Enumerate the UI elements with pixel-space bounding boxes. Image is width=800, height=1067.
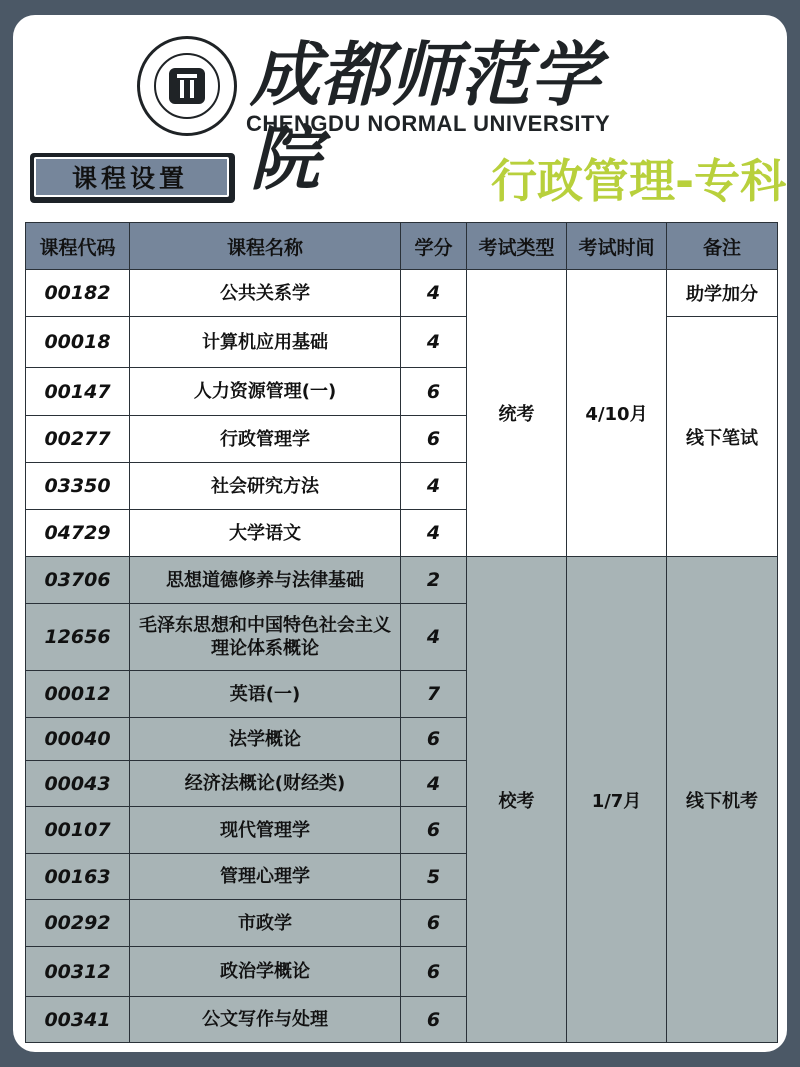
header-credit: 学分 — [401, 223, 467, 270]
course-name: 法学概论 — [130, 718, 401, 761]
course-code: 00341 — [26, 997, 130, 1043]
course-name: 公文写作与处理 — [130, 997, 401, 1043]
course-code: 00163 — [26, 854, 130, 900]
course-code: 00182 — [26, 270, 130, 317]
course-credit: 2 — [401, 557, 467, 604]
course-credit: 6 — [401, 416, 467, 463]
course-name: 行政管理学 — [130, 416, 401, 463]
course-code: 04729 — [26, 510, 130, 557]
course-name: 思想道德修养与法律基础 — [130, 557, 401, 604]
table-row — [26, 270, 778, 317]
course-credit: 4 — [401, 463, 467, 510]
course-credit: 4 — [401, 510, 467, 557]
note-cell: 线下笔试 — [667, 317, 778, 557]
course-name: 政治学概论 — [130, 947, 401, 997]
course-code: 00147 — [26, 368, 130, 416]
course-credit: 4 — [401, 270, 467, 317]
course-credit: 4 — [401, 761, 467, 807]
course-credit: 7 — [401, 671, 467, 718]
course-credit: 6 — [401, 368, 467, 416]
course-name: 毛泽东思想和中国特色社会主义理论体系概论 — [130, 604, 401, 671]
course-name: 管理心理学 — [130, 854, 401, 900]
table-header-row — [26, 223, 778, 270]
exam-type-cell: 校考 — [467, 557, 567, 1043]
course-credit: 6 — [401, 947, 467, 997]
course-code: 00107 — [26, 807, 130, 854]
university-name-en: CHENGDU NORMAL UNIVERSITY — [246, 111, 611, 136]
course-credit: 6 — [401, 997, 467, 1043]
header-name: 课程名称 — [130, 223, 401, 270]
section-tag — [30, 153, 235, 203]
exam-time-cell: 1/7月 — [567, 557, 667, 1043]
course-code: 03350 — [26, 463, 130, 510]
course-card — [13, 15, 787, 1052]
course-credit: 4 — [401, 604, 467, 671]
course-name: 英语(一) — [130, 671, 401, 718]
major-title: 行政管理-专科 — [491, 154, 787, 208]
course-credit: 4 — [401, 317, 467, 368]
course-name: 大学语文 — [130, 510, 401, 557]
section-tag-label: 课程设置 — [34, 157, 229, 197]
course-table — [25, 222, 778, 1043]
header-exam-time: 考试时间 — [567, 223, 667, 270]
note-cell: 线下机考 — [667, 557, 778, 1043]
exam-type-cell: 统考 — [467, 270, 567, 557]
course-name: 人力资源管理(一) — [130, 368, 401, 416]
note-cell: 助学加分 — [667, 270, 778, 317]
course-name: 现代管理学 — [130, 807, 401, 854]
course-code: 00277 — [26, 416, 130, 463]
course-code: 03706 — [26, 557, 130, 604]
course-name: 社会研究方法 — [130, 463, 401, 510]
course-code: 00312 — [26, 947, 130, 997]
course-code: 00018 — [26, 317, 130, 368]
course-name: 公共关系学 — [130, 270, 401, 317]
course-credit: 6 — [401, 807, 467, 854]
course-credit: 6 — [401, 718, 467, 761]
course-name: 市政学 — [130, 900, 401, 947]
course-credit: 6 — [401, 900, 467, 947]
university-seal-logo — [137, 36, 237, 136]
course-credit: 5 — [401, 854, 467, 900]
exam-time-cell: 4/10月 — [567, 270, 667, 557]
header-note: 备注 — [667, 223, 778, 270]
university-name-cn: 成都师范学院 — [250, 33, 600, 200]
header-exam-type: 考试类型 — [467, 223, 567, 270]
course-code: 00292 — [26, 900, 130, 947]
course-code: 00040 — [26, 718, 130, 761]
course-name: 计算机应用基础 — [130, 317, 401, 368]
table-row — [26, 557, 778, 604]
course-code: 00043 — [26, 761, 130, 807]
course-code: 12656 — [26, 604, 130, 671]
course-name: 经济法概论(财经类) — [130, 761, 401, 807]
course-code: 00012 — [26, 671, 130, 718]
header-code: 课程代码 — [26, 223, 130, 270]
